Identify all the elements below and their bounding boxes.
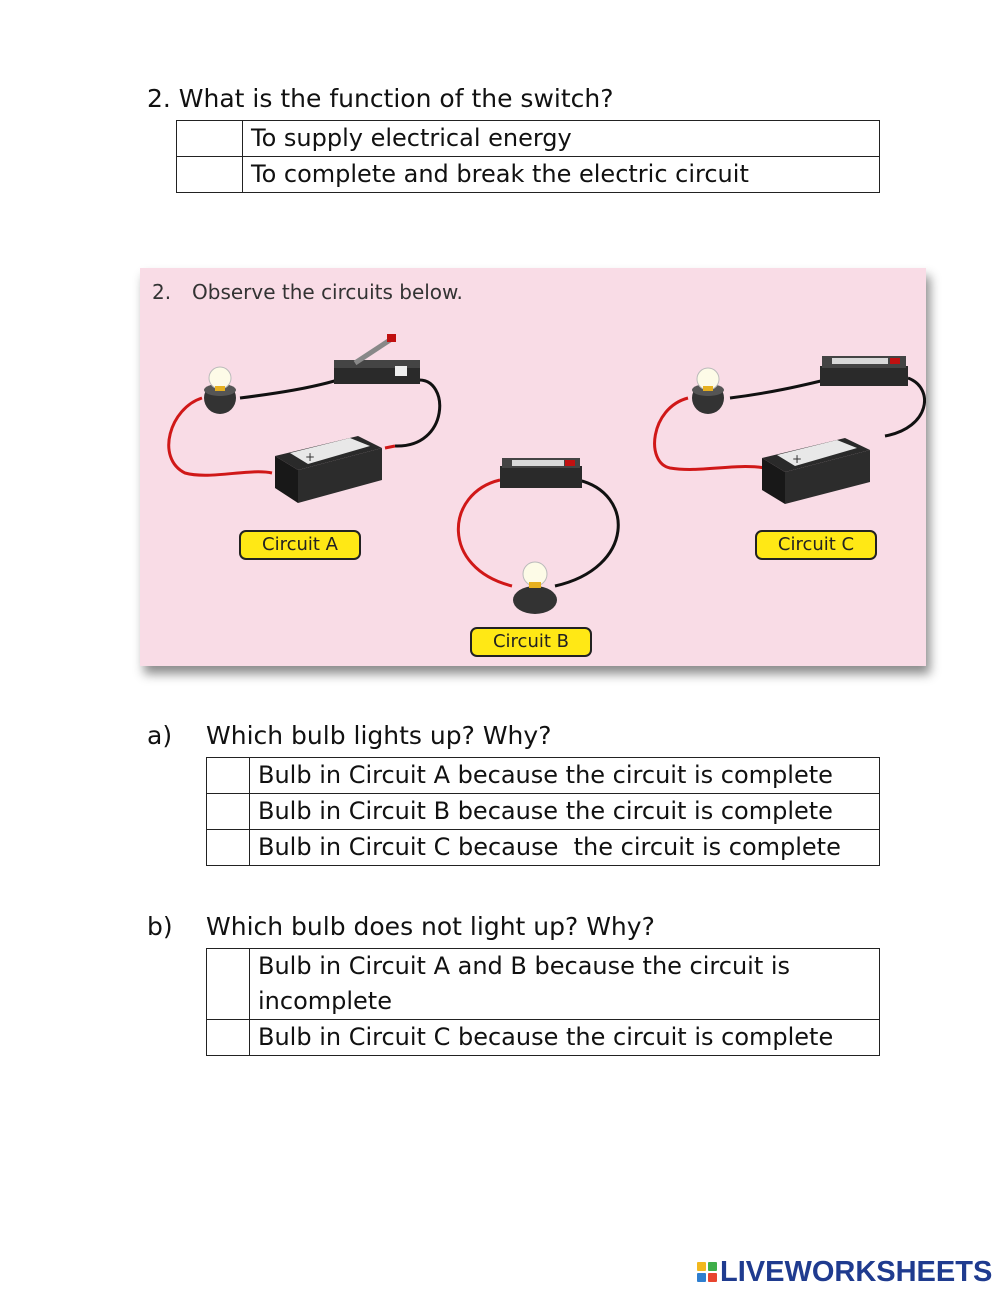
- option-row: [207, 794, 880, 830]
- option-row: [177, 157, 880, 193]
- option-text: To complete and break the electric circuit: [243, 157, 880, 193]
- part-a-letter: a): [147, 721, 173, 750]
- answer-checkbox[interactable]: [207, 794, 250, 830]
- figure-number: 2.: [152, 280, 172, 304]
- part-b-prompt: Which bulb does not light up? Why?: [206, 912, 655, 941]
- bulb-b-base-icon: [513, 586, 557, 614]
- answer-checkbox[interactable]: [207, 758, 250, 794]
- part-b-letter: b): [147, 912, 173, 941]
- option-text: Bulb in Circuit B because the circuit is complete: [250, 794, 880, 830]
- option-text: To supply electrical energy: [243, 121, 880, 157]
- option-row: [207, 949, 880, 1020]
- part-a-prompt: Which bulb lights up? Why?: [206, 721, 552, 750]
- circuit-a-diagram: [169, 334, 440, 503]
- circuit-c-diagram: [655, 356, 925, 504]
- bulb-a-icon: [209, 367, 231, 389]
- option-text: Bulb in Circuit C because the circuit is complete: [250, 1020, 880, 1056]
- question-1-options: [176, 120, 880, 193]
- switch-b-icon: [500, 466, 582, 488]
- circuit-a-label: Circuit A: [239, 530, 361, 560]
- circuits-figure: [140, 268, 926, 666]
- circuit-b-diagram: [458, 458, 618, 614]
- part-a-options: [206, 757, 880, 866]
- option-row: [207, 830, 880, 866]
- option-row: [207, 758, 880, 794]
- part-b-options: [206, 948, 880, 1056]
- answer-checkbox[interactable]: [177, 157, 243, 193]
- answer-checkbox[interactable]: [207, 949, 250, 1020]
- question-1-prompt: 2. What is the function of the switch?: [147, 84, 614, 113]
- liveworksheets-logo: [697, 1257, 992, 1287]
- option-row: [177, 121, 880, 157]
- switch-c-icon: [820, 366, 908, 386]
- answer-checkbox[interactable]: [177, 121, 243, 157]
- circuits-illustration: [140, 268, 926, 666]
- option-row: [207, 1020, 880, 1056]
- figure-instruction: Observe the circuits below.: [192, 280, 463, 304]
- circuit-c-label: Circuit C: [755, 530, 877, 560]
- answer-checkbox[interactable]: [207, 830, 250, 866]
- option-text: Bulb in Circuit C because the circuit is complete: [250, 830, 880, 866]
- logo-blocks-icon: [697, 1262, 717, 1282]
- svg-text:+: +: [305, 450, 316, 464]
- svg-text:+: +: [792, 452, 803, 466]
- option-text: Bulb in Circuit A because the circuit is complete: [250, 758, 880, 794]
- option-text: Bulb in Circuit A and B because the circuit is incomplete: [250, 949, 880, 1020]
- circuit-b-label: Circuit B: [470, 627, 592, 657]
- logo-text: LIVEWORKSHEETS: [720, 1255, 993, 1288]
- answer-checkbox[interactable]: [207, 1020, 250, 1056]
